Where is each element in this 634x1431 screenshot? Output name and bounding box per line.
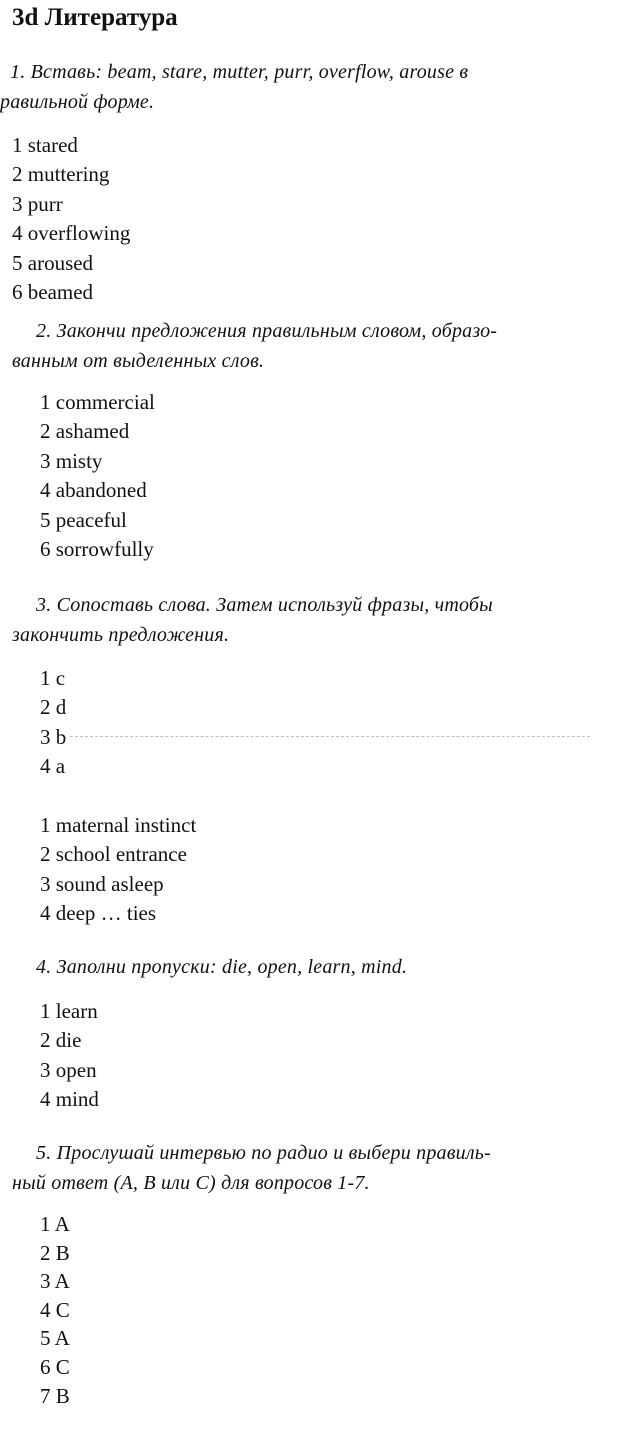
list-item: 6 C [40,1354,70,1379]
exercise-1-instruction [0,57,630,117]
list-item: 3 b [40,724,67,749]
exercise-2-instruction-line-1: 2. Закончи предложения правильным словом, образо- [36,320,498,342]
exercise-3-instruction-line-2: закончить предложения. [12,624,230,646]
list-item: 1 learn [40,999,98,1023]
exercise-4-answers [40,997,99,1115]
list-item: 4 C [40,1297,70,1322]
list-item: 3 purr [12,191,63,216]
list-item: 2 die [40,1028,82,1053]
list-item: 3 open [40,1057,97,1082]
list-item: 2 d [40,695,67,720]
exercise-3-answers [40,664,66,782]
list-item: 1 stared [12,133,78,157]
list-item: 4 mind [40,1087,99,1112]
exercise-4-instruction [36,952,630,982]
list-item: 3 sound asleep [40,871,164,896]
exercise-5-instruction-line-1: 5. Прослушай интервью по радио и выбери правиль- [36,1142,491,1164]
exercise-1-instruction-line-1: 1. Вставь: beam, stare, mutter, purr, overflow, arouse в [10,61,469,83]
page-title: 3d Литература [12,4,178,31]
list-item: 3 misty [40,448,103,473]
list-item: 5 peaceful [40,507,127,532]
list-item: 1 maternal instinct [40,813,197,837]
exercise-5-instruction-line-2: ный ответ (A, B или C) для вопросов 1-7. [12,1172,370,1194]
list-item: 1 A [40,1212,70,1236]
list-item: 2 school entrance [40,842,187,867]
exercise-1-instruction-line-2: равильной форме. [0,91,155,113]
exercise-2-answers [40,388,155,564]
list-item: 3 A [40,1269,70,1294]
exercise-2-instruction [12,316,630,376]
list-item: 2 B [40,1240,70,1265]
scan-artifact-divider [70,736,590,737]
exercise-3-phrases [40,811,196,929]
exercise-2-instruction-line-2: ванным от выделенных слов. [12,350,265,372]
list-item: 5 A [40,1326,70,1351]
list-item: 2 ashamed [40,419,130,444]
list-item: 4 overflowing [12,221,131,246]
list-item: 2 muttering [12,162,110,187]
list-item: 4 deep … ties [40,901,157,926]
list-item: 7 B [40,1383,70,1408]
exercise-4-instruction-line-1: 4. Заполни пропуски: die, open, learn, mind. [36,956,408,978]
exercise-3-instruction-line-1: 3. Сопоставь слова. Затем используй фразы, чтобы [36,594,493,616]
list-item: 5 aroused [12,250,94,275]
exercise-5-answers [40,1210,70,1410]
exercise-1-answers [12,131,130,307]
list-item: 6 sorrowfully [40,537,154,562]
list-item: 6 beamed [12,280,94,305]
list-item: 1 commercial [40,390,155,414]
exercise-5-instruction [12,1138,630,1198]
list-item: 4 a [40,754,66,779]
list-item: 1 c [40,666,66,690]
exercise-3-instruction [12,590,630,650]
list-item: 4 abandoned [40,478,147,503]
